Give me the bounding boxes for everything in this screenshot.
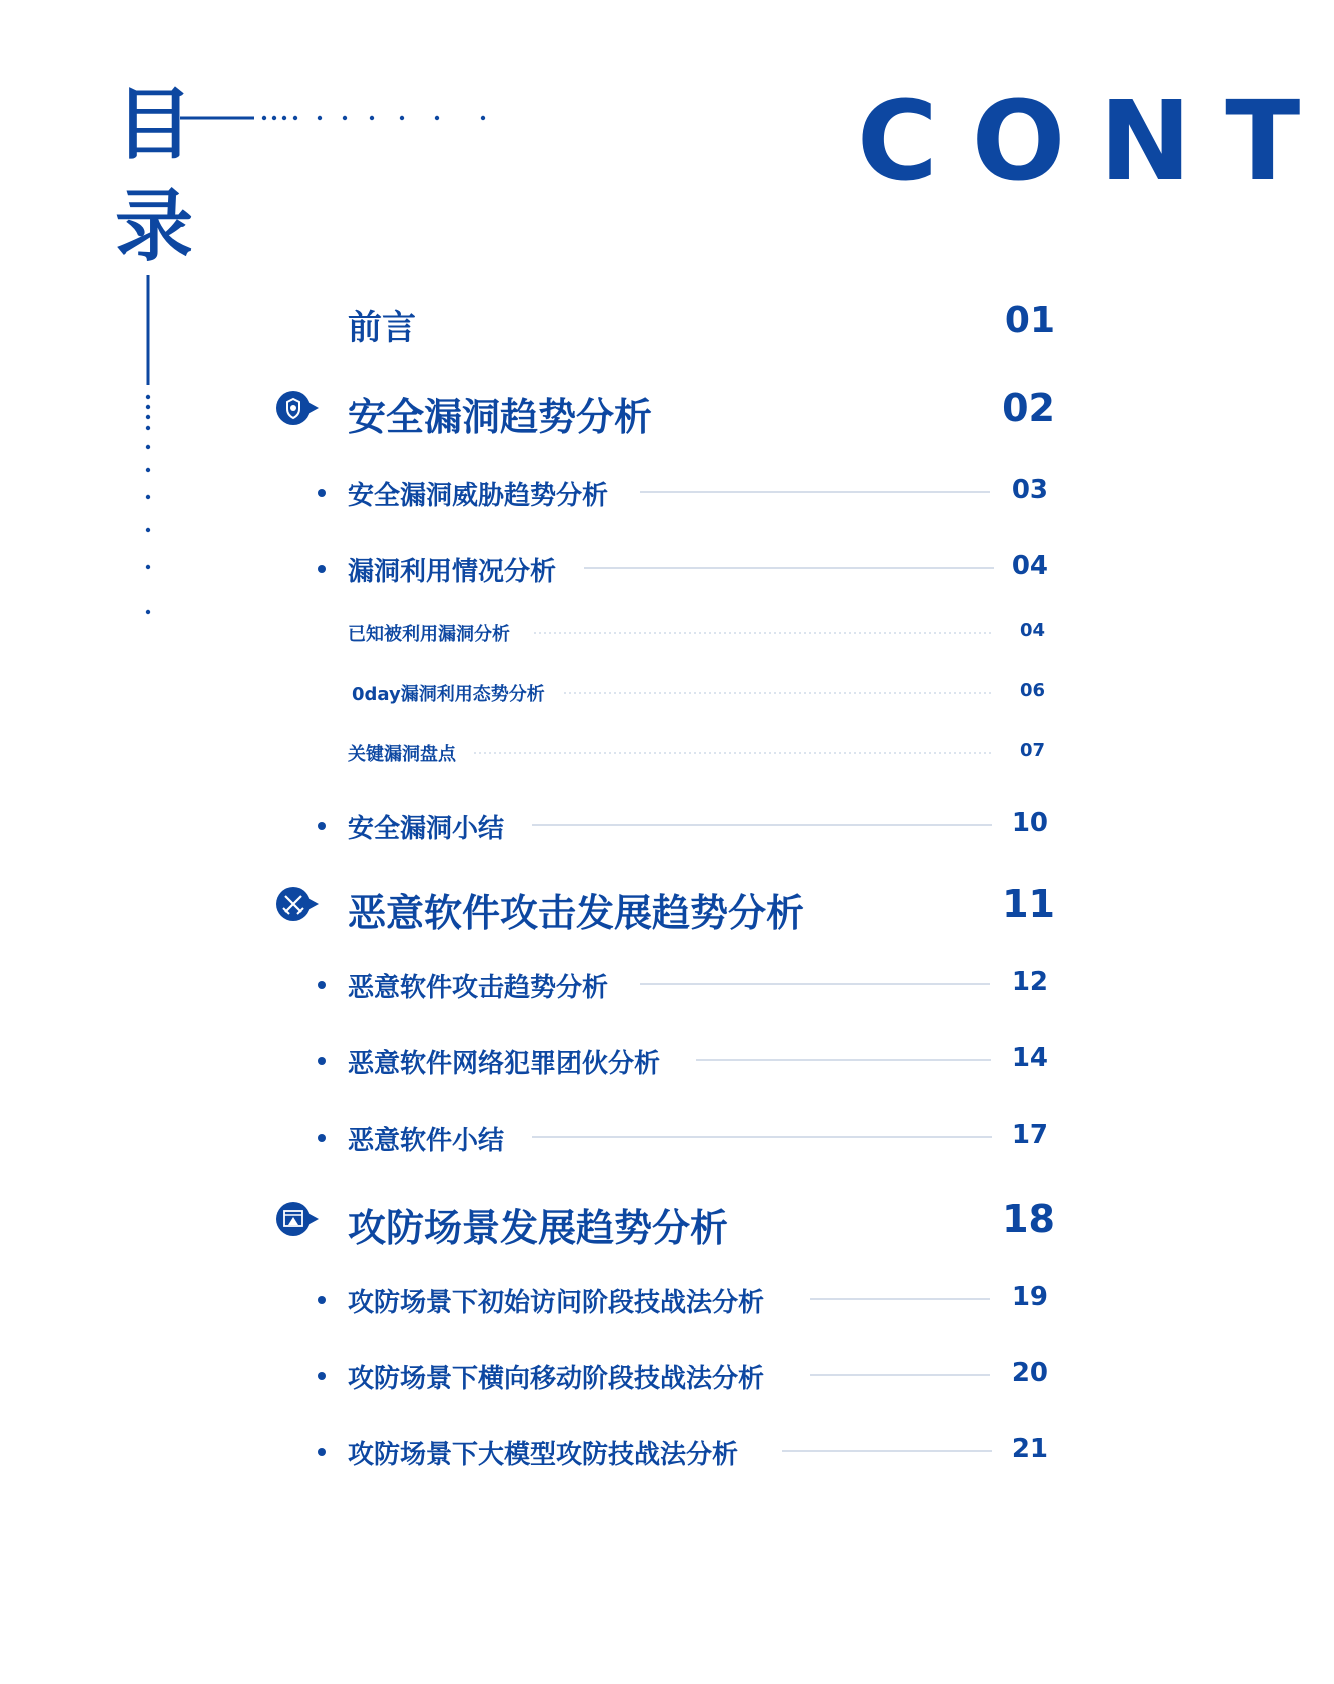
bullet [318,981,326,989]
toc-item[interactable] [0,967,1241,1001]
section-1-title: 安全漏洞趋势分析 [348,395,653,439]
section-2-title: 恶意软件攻击发展趋势分析 [348,891,805,935]
bullet [318,1448,326,1456]
bullet [318,1134,326,1142]
subitem-title: 已知被利用漏洞分析 [348,624,510,645]
item-title: 恶意软件小结 [348,1126,505,1156]
dotted-leader-line [534,632,994,634]
toc-subitem[interactable] [0,740,1241,766]
subitem-page: 07 [1019,740,1045,761]
preface-page: 01 [1004,300,1055,341]
leader-line [640,491,990,493]
leader-line [782,1450,992,1452]
item-title: 恶意软件攻击趋势分析 [348,973,609,1003]
bullet [318,1372,326,1380]
section-3-title: 攻防场景发展趋势分析 [348,1206,729,1250]
bullet [318,489,326,497]
leader-line [532,824,992,826]
item-title: 恶意软件网络犯罪团伙分析 [348,1049,661,1079]
leader-line [532,1136,992,1138]
preface-title: 前言 [348,308,416,348]
item-page: 21 [1011,1434,1048,1464]
toc-section-3[interactable] [0,1193,1241,1249]
toc-item[interactable] [0,1358,1241,1392]
item-page: 19 [1011,1282,1048,1312]
item-title: 攻防场景下大模型攻防技战法分析 [348,1440,739,1470]
toc-preface[interactable] [0,300,1241,350]
toc-item[interactable] [0,1434,1241,1468]
item-page: 12 [1011,967,1048,997]
item-page: 17 [1011,1120,1048,1150]
browser-alert-icon [275,1201,319,1237]
item-page: 20 [1011,1358,1048,1388]
toc-subitem[interactable] [0,680,1241,706]
toc-item[interactable] [0,1282,1241,1316]
item-title: 安全漏洞小结 [348,814,505,844]
item-page: 14 [1011,1043,1048,1073]
toc-section-2[interactable] [0,878,1241,934]
item-title: 攻防场景下初始访问阶段技战法分析 [348,1288,765,1318]
leader-line [696,1059,991,1061]
item-page: 04 [1011,551,1048,581]
section-2-page: 11 [1002,882,1055,926]
dotted-leader-line [474,752,994,754]
toc-item[interactable] [0,475,1241,509]
bullet [318,1296,326,1304]
toc-subitem[interactable] [0,620,1241,646]
subitem-page: 04 [1019,620,1045,641]
bullet [318,822,326,830]
bug-shield-icon [275,390,319,426]
toc-section-1[interactable] [0,382,1241,438]
toc-item[interactable] [0,1120,1241,1154]
horizontal-dot-line [180,108,700,128]
item-page: 03 [1011,475,1048,505]
bullet [318,1057,326,1065]
item-title: 安全漏洞威胁趋势分析 [348,481,609,511]
heading-char-lu: 录 [115,182,194,272]
toc-item[interactable] [0,551,1241,585]
leader-line [584,567,994,569]
section-1-page: 02 [1002,386,1055,430]
dotted-leader-line [564,692,994,694]
toc-item[interactable] [0,808,1241,842]
leader-line [810,1374,990,1376]
leader-line [810,1298,990,1300]
subitem-page: 06 [1019,680,1045,701]
subitem-title: 关键漏洞盘点 [348,744,456,765]
toc-item[interactable] [0,1043,1241,1077]
item-title: 漏洞利用情况分析 [348,557,557,587]
crossed-swords-icon [275,886,319,922]
leader-line [640,983,990,985]
contents-word: CONT [857,77,1334,205]
item-page: 10 [1011,808,1048,838]
heading-char-mu: 目 [115,80,194,170]
section-3-page: 18 [1002,1197,1055,1241]
bullet [318,565,326,573]
item-title: 攻防场景下横向移动阶段技战法分析 [348,1364,765,1394]
subitem-title: 0day漏洞利用态势分析 [352,684,545,705]
